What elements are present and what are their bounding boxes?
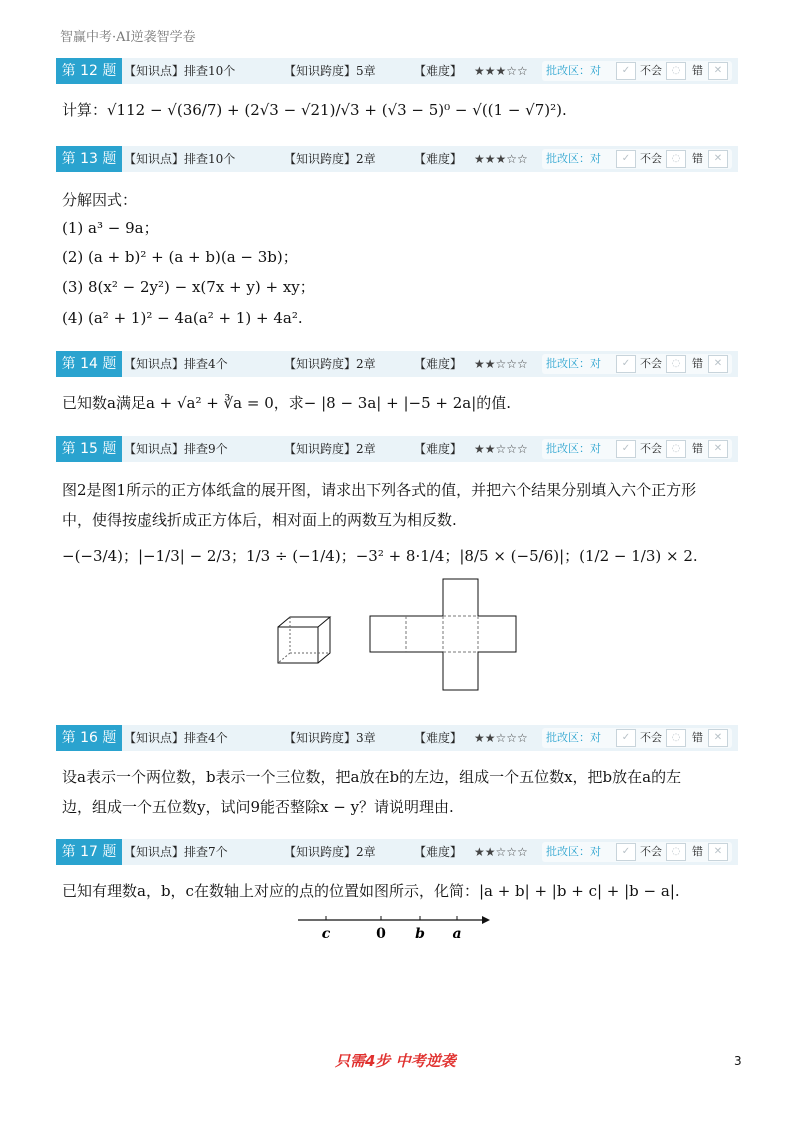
point-label-a: a (452, 926, 462, 942)
circle-icon[interactable]: ◌ (666, 843, 686, 861)
grade-label-wrong: 错 (692, 64, 703, 77)
cross-icon[interactable]: ✕ (708, 729, 728, 747)
question-number: 第 16 题 (56, 725, 122, 751)
difficulty-label: 【难度】 (414, 357, 463, 371)
grade-label-wrong: 错 (692, 357, 703, 370)
question-bar-14 (56, 351, 738, 377)
knowledge-span: 【知识跨度】2章 (284, 442, 376, 456)
grade-label-unknown: 不会 (640, 357, 662, 370)
cross-icon[interactable]: ✕ (708, 843, 728, 861)
footer-brand: 只需4步 中考逆袭 (335, 1052, 456, 1070)
knowledge-span: 【知识跨度】5章 (284, 64, 376, 78)
question-bar-15 (56, 436, 738, 462)
question-number: 第 15 题 (56, 436, 122, 462)
question-bar-17 (56, 839, 738, 865)
grade-label-correct: 批改区：对 (546, 152, 601, 165)
point-label-c: c (321, 926, 331, 942)
check-icon[interactable]: ✓ (616, 729, 636, 747)
difficulty-stars: ★★★☆☆ (474, 64, 528, 78)
question-text: 设a表示一个两位数，b表示一个三位数，把a放在b的左边，组成一个五位数x，把b放在a的左 (62, 768, 682, 786)
knowledge-points: 【知识点】排查10个 (124, 64, 236, 78)
question-number: 第 17 题 (56, 839, 122, 865)
grade-label-unknown: 不会 (640, 845, 662, 858)
knowledge-span: 【知识跨度】3章 (284, 731, 376, 745)
difficulty-label: 【难度】 (414, 731, 463, 745)
point-label-zero: 0 (376, 926, 386, 942)
circle-icon[interactable]: ◌ (666, 62, 686, 80)
difficulty-label: 【难度】 (414, 845, 463, 859)
grade-label-unknown: 不会 (640, 442, 662, 455)
knowledge-points: 【知识点】排查9个 (124, 442, 228, 456)
difficulty-stars: ★★☆☆☆ (474, 357, 528, 371)
grade-label-correct: 批改区：对 (546, 845, 601, 858)
page-number: 3 (734, 1054, 742, 1068)
cross-icon[interactable]: ✕ (708, 150, 728, 168)
number-line (296, 910, 496, 944)
question-text: 已知有理数a，b，c在数轴上对应的点的位置如图所示，化简：|a + b| + |b + c| + |b − a|. (62, 882, 680, 900)
difficulty-stars: ★★★☆☆ (474, 152, 528, 166)
cross-icon[interactable]: ✕ (708, 62, 728, 80)
circle-icon[interactable]: ◌ (666, 440, 686, 458)
question-bar-13 (56, 146, 738, 172)
knowledge-points: 【知识点】排查4个 (124, 357, 228, 371)
grading-area (542, 354, 732, 374)
question-number: 第 13 题 (56, 146, 122, 172)
grade-label-wrong: 错 (692, 731, 703, 744)
check-icon[interactable]: ✓ (616, 355, 636, 373)
check-icon[interactable]: ✓ (616, 440, 636, 458)
grading-area (542, 439, 732, 459)
grade-label-correct: 批改区：对 (546, 357, 601, 370)
grade-label-correct: 批改区：对 (546, 731, 601, 744)
difficulty-label: 【难度】 (414, 64, 463, 78)
knowledge-span: 【知识跨度】2章 (284, 152, 376, 166)
question-number: 第 12 题 (56, 58, 122, 84)
difficulty-stars: ★★☆☆☆ (474, 731, 528, 745)
header-title: 智赢中考·AI逆袭智学卷 (60, 30, 196, 45)
knowledge-points: 【知识点】排查4个 (124, 731, 228, 745)
check-icon[interactable]: ✓ (616, 62, 636, 80)
question-text: 计算：√112 − √(36/7) + (2√3 − √21)/√3 + (√3 − 5)⁰ − √((1 − √7)²). (62, 101, 567, 119)
question-text: 已知数a满足a + √a² + ∛a = 0，求− |8 − 3a| + |−5 + 2a|的值. (62, 394, 512, 412)
question-text: 边，组成一个五位数y，试问9能否整除x − y？请说明理由. (62, 798, 454, 816)
question-expressions: −(−3/4)；|−1/3| − 2/3；1/3 ÷ (−1/4)；−3² + 8·1/4；|8/5 × (−5/6)|；(1/2 − 1/3) × 2. (62, 547, 698, 565)
circle-icon[interactable]: ◌ (666, 355, 686, 373)
circle-icon[interactable]: ◌ (666, 729, 686, 747)
difficulty-label: 【难度】 (414, 442, 463, 456)
knowledge-points: 【知识点】排查10个 (124, 152, 236, 166)
cube-figure (276, 615, 336, 665)
cube-net-figure (368, 578, 520, 692)
grade-label-unknown: 不会 (640, 152, 662, 165)
question-bar-16 (56, 725, 738, 751)
grading-area (542, 728, 732, 748)
grade-label-wrong: 错 (692, 152, 703, 165)
question-number: 第 14 题 (56, 351, 122, 377)
question-item: (1) a³ − 9a； (62, 219, 159, 237)
cross-icon[interactable]: ✕ (708, 355, 728, 373)
knowledge-span: 【知识跨度】2章 (284, 357, 376, 371)
difficulty-stars: ★★☆☆☆ (474, 442, 528, 456)
difficulty-stars: ★★☆☆☆ (474, 845, 528, 859)
grade-label-unknown: 不会 (640, 731, 662, 744)
cross-icon[interactable]: ✕ (708, 440, 728, 458)
grade-label-correct: 批改区：对 (546, 64, 601, 77)
circle-icon[interactable]: ◌ (666, 150, 686, 168)
check-icon[interactable]: ✓ (616, 150, 636, 168)
grade-label-unknown: 不会 (640, 64, 662, 77)
grade-label-correct: 批改区：对 (546, 442, 601, 455)
grading-area (542, 61, 732, 81)
question-text: 分解因式： (62, 191, 138, 209)
grade-label-wrong: 错 (692, 845, 703, 858)
knowledge-points: 【知识点】排查7个 (124, 845, 228, 859)
question-text: 图2是图1所示的正方体纸盒的展开图，请求出下列各式的值，并把六个结果分别填入六个正方形 (62, 481, 697, 499)
question-item: (2) (a + b)² + (a + b)(a − 3b)； (62, 248, 298, 266)
grading-area (542, 149, 732, 169)
knowledge-span: 【知识跨度】2章 (284, 845, 376, 859)
question-item: (3) 8(x² − 2y²) − x(7x + y) + xy； (62, 278, 315, 296)
grading-area (542, 842, 732, 862)
point-label-b: b (415, 926, 425, 942)
question-text: 中，使得按虚线折成正方体后，相对面上的两数互为相反数. (62, 511, 457, 529)
check-icon[interactable]: ✓ (616, 843, 636, 861)
grade-label-wrong: 错 (692, 442, 703, 455)
question-item: (4) (a² + 1)² − 4a(a² + 1) + 4a². (62, 309, 303, 327)
difficulty-label: 【难度】 (414, 152, 463, 166)
question-bar-12 (56, 58, 738, 84)
